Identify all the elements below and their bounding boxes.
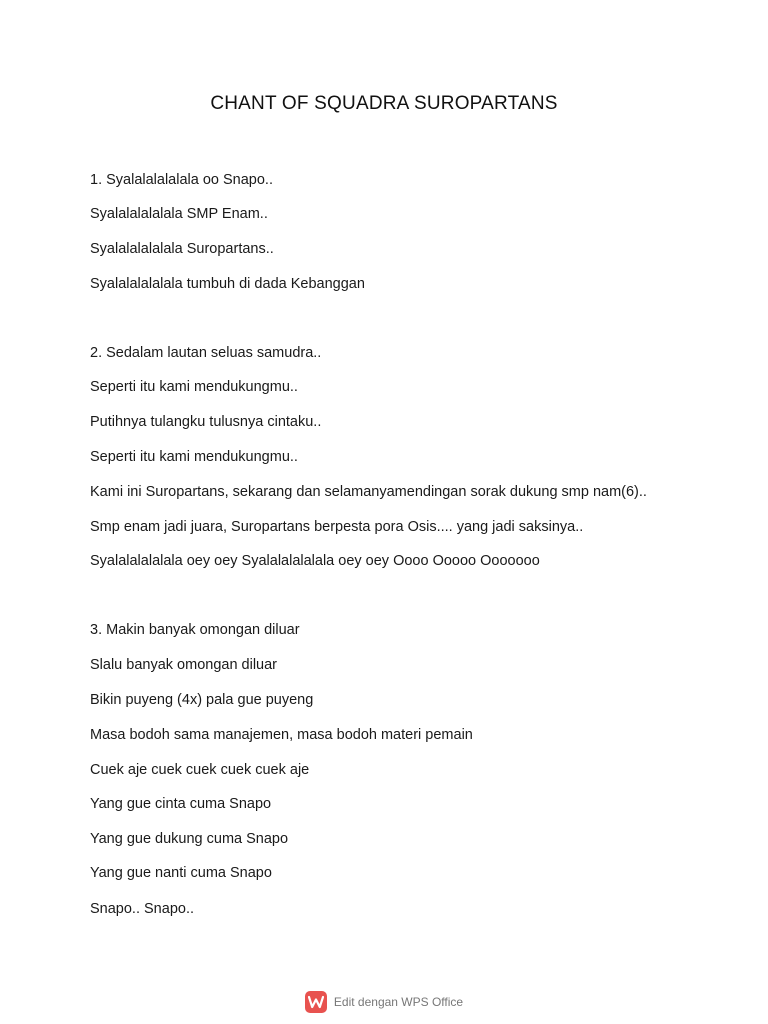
verse-3-line-9: Snapo.. Snapo.. (90, 901, 194, 917)
verse-3-line-3: Bikin puyeng (4x) pala gue puyeng (90, 692, 314, 708)
verse-1-line-3: Syalalalalalala Suropartans.. (90, 241, 274, 257)
verse-3-line-5: Cuek aje cuek cuek cuek cuek aje (90, 762, 310, 778)
verse-1-line-1: 1. Syalalalalalala oo Snapo.. (90, 172, 273, 188)
verse-2-line-5: Kami ini Suropartans, sekarang dan selamanyamendingan sorak dukung smp nam(6).. (90, 484, 647, 500)
verse-3-line-7: Yang gue dukung cuma Snapo (90, 831, 289, 847)
verse-3-line-2: Slalu banyak omongan diluar (90, 657, 278, 673)
wps-office-icon (305, 991, 327, 1013)
verse-3-line-8: Yang gue nanti cuma Snapo (90, 865, 272, 881)
verse-3-line-6: Yang gue cinta cuma Snapo (90, 796, 272, 812)
verse-2-line-6: Smp enam jadi juara, Suropartans berpesta pora Osis.... yang jadi saksinya.. (90, 519, 584, 535)
verse-3-line-4: Masa bodoh sama manajemen, masa bodoh materi pemain (90, 727, 473, 743)
footer-text: Edit dengan WPS Office (333, 995, 464, 1009)
verse-2-line-3: Putihnya tulangku tulusnya cintaku.. (90, 414, 322, 430)
verse-2-line-4: Seperti itu kami mendukungmu.. (90, 449, 298, 465)
verse-2-line-1: 2. Sedalam lautan seluas samudra.. (90, 345, 322, 361)
wps-edit-link[interactable] (0, 991, 768, 1013)
verse-1-line-4: Syalalalalalala tumbuh di dada Kebanggan (90, 276, 365, 292)
verse-3-line-1: 3. Makin banyak omongan diluar (90, 622, 300, 638)
page-title: CHANT OF SQUADRA SUROPARTANS (210, 93, 558, 114)
verse-2-line-2: Seperti itu kami mendukungmu.. (90, 379, 298, 395)
verse-2-line-7: Syalalalalalala oey oey Syalalalalalala oey oey Oooo Ooooo Ooooooo (90, 553, 540, 569)
verse-1-line-2: Syalalalalalala SMP Enam.. (90, 206, 268, 222)
